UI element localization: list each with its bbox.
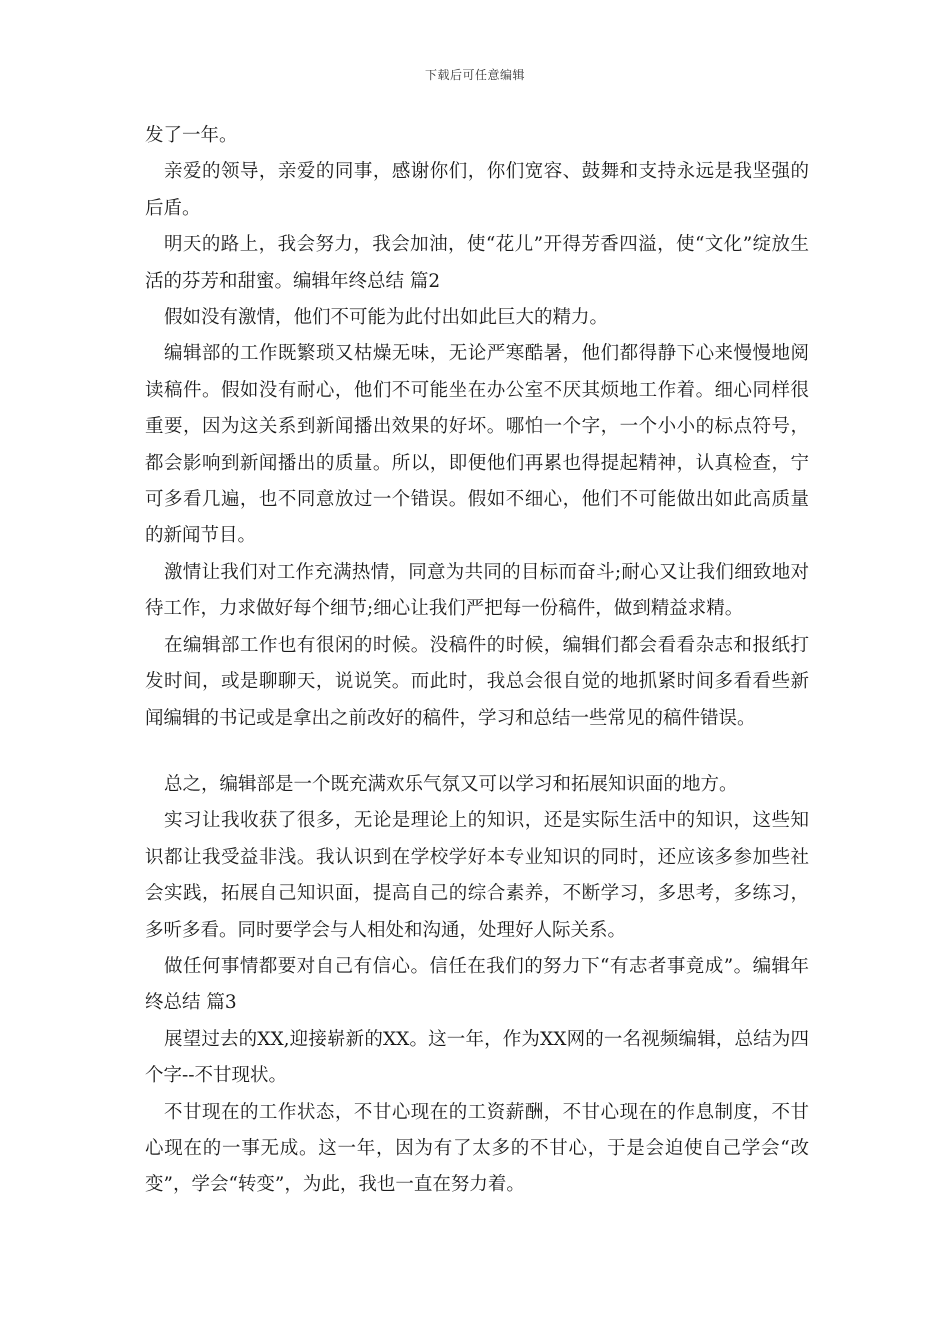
paragraph: 不甘现在的工作状态，不甘心现在的工资薪酬，不甘心现在的作息制度，不甘心现在的一事无成。这一年，因为有了太多的不甘心，于是会迫使自己学会“改变”，学会“转变”，为此，我也一直在努力着。 — [145, 1101, 809, 1196]
paragraph: 做任何事情都要对自己有信心。信任在我们的努力下“有志者事竟成”。编辑年终总结 篇3 — [145, 955, 809, 1014]
paragraph: 亲爱的领导，亲爱的同事，感谢你们，你们宽容、鼓舞和支持永远是我坚强的后盾。 — [145, 161, 809, 219]
paragraph: 明天的路上，我会努力，我会加油，使“花儿”开得芳香四溢，使“文化”绽放生活的芬芳和甜蜜。编辑年终总结 篇2 — [145, 234, 809, 292]
paragraph: 假如没有激情，他们不可能为此付出如此巨大的精力。 — [164, 307, 609, 329]
paragraph: 实习让我收获了很多，无论是理论上的知识，还是实际生活中的知识，这些知识都让我受益非浅。我认识到在学校学好本专业知识的同时，还应该多参加些社会实践，拓展自己知识面，提高自己的综合素养，不断学习，多思考，多练习，多听多看。同时要学会与人相处和沟通，处理好人际关系。 — [145, 810, 809, 941]
page-header: 下载后可任意编辑 — [424, 68, 525, 82]
paragraph: 总之，编辑部是一个既充满欢乐气氛又可以学习和拓展知识面的地方。 — [164, 773, 738, 795]
paragraph: 在编辑部工作也有很闲的时候。没稿件的时候，编辑们都会看看杂志和报纸打发时间，或是聊聊天，说说笑。而此时，我总会很自觉的地抓紧时间多看看些新闻编辑的书记或是拿出之前改好的稿件，学习和总结一些常见的稿件错误。 — [145, 634, 809, 729]
paragraph: 编辑部的工作既繁琐又枯燥无味，无论严寒酷暑，他们都得静下心来慢慢地阅读稿件。假如没有耐心，他们不可能坐在办公室不厌其烦地工作着。细心同样很重要，因为这关系到新闻播出效果的好坏。哪怕一个字，一个小小的标点符号，都会影响到新闻播出的质量。所以，即便他们再累也得提起精神，认真检查，宁可多看几遍，也不同意放过一个错误。假如不细心，他们不可能做出如此高质量的新闻节目。 — [145, 343, 809, 547]
paragraph: 发了一年。 — [145, 125, 238, 146]
paragraph: 激情让我们对工作充满热情，同意为共同的目标而奋斗;耐心又让我们细致地对待工作，力求做好每个细节;细心让我们严把每一份稿件，做到精益求精。 — [145, 561, 809, 620]
paragraph: 展望过去的XX,迎接崭新的XX。这一年，作为XX网的一名视频编辑，总结为四个字--不甘现状。 — [145, 1028, 809, 1087]
document-body — [145, 118, 809, 1204]
